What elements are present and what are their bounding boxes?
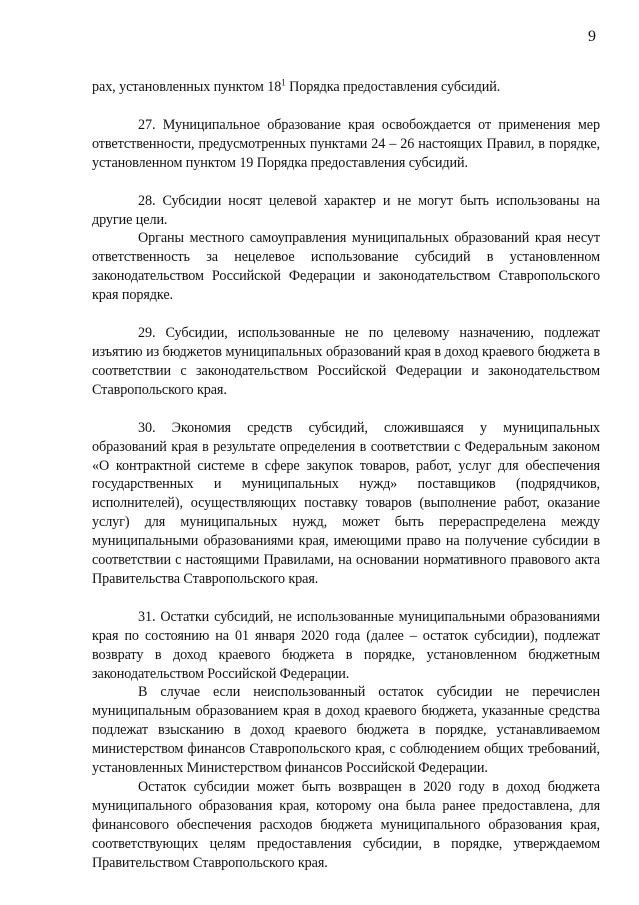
- paragraph-31-recovery: В случае если неиспользованный остаток субсидии не перечислен муниципальным образованием края в доход краевого бюджета, указанные средства подлежат взысканию в доход краевого бюджета в порядке, устанавливаемом министерством финансов Ставропольского края, с соблюдением общих требований, установленных Министерством финансов Российской Федерации.: [92, 684, 600, 777]
- document-body: [92, 78, 600, 873]
- continuation-text-end: Порядка предоставления субсидий.: [285, 79, 501, 95]
- paragraph-31-return: Остаток субсидии может быть возвращен в 2020 году в доход бюджета муниципального образования края, которому она была ранее предоставлена, для финансового обеспечения расходов бюджета муниципального образования края, соответствующих целям предоставления субсидии, в порядке, утверждаемом Правительством Ставропольского края.: [92, 779, 600, 871]
- paragraph-29: 29. Субсидии, использованные не по целевому назначению, подлежат изъятию из бюджетов муниципальных образований края в доход краевого бюджета в соответствии с законодательством Российской Федерации и законодательством Ставропольского края.: [92, 325, 600, 398]
- paragraph-27: 27. Муниципальное образование края освобождается от применения мер ответственности, предусмотренных пунктами 24 – 26 настоящих Правил, в порядке, установленном пунктом 19 Порядка предоставления субсидий.: [92, 116, 600, 171]
- paragraph-continuation: [92, 78, 600, 97]
- paragraph-30: 30. Экономия средств субсидий, сложившаяся у муниципальных образований края в результате определения в соответствии с Федеральным законом «О контрактной системе в сфере закупок товаров, работ, услуг для обеспечения государственных и муниципальных нужд» поставщиков (подрядчиков, исполнителей), осуществляющих поставку товаров (выполнение работ, оказание услуг) для муниципальных нужд, может быть перераспределена между муниципальными образованиями края, имеющими право на получение субсидии в соответствии с настоящими Правилами, на основании нормативного правового акта Правительства Ставропольского края.: [92, 419, 600, 587]
- page-number: 9: [588, 28, 596, 45]
- paragraph-28: 28. Субсидии носят целевой характер и не могут быть использованы на другие цели.: [92, 192, 600, 228]
- continuation-text: рах, установленных пунктом 18: [92, 79, 282, 95]
- paragraph-31: 31. Остатки субсидий, не использованные муниципальными образованиями края по состоянию на 01 января 2020 года (далее – остаток субсидии), подлежат возврату в доход краевого бюджета в порядке, установленном бюджетным законодательством Российской Федерации.: [92, 608, 600, 682]
- paragraph-28-responsibility: Органы местного самоуправления муниципальных образований края несут ответственность за нецелевое использование субсидий в установленном законодательством Российской Федерации и законодательством Ставропольского края порядке.: [92, 230, 600, 304]
- footnote-superscript: 1: [281, 77, 286, 88]
